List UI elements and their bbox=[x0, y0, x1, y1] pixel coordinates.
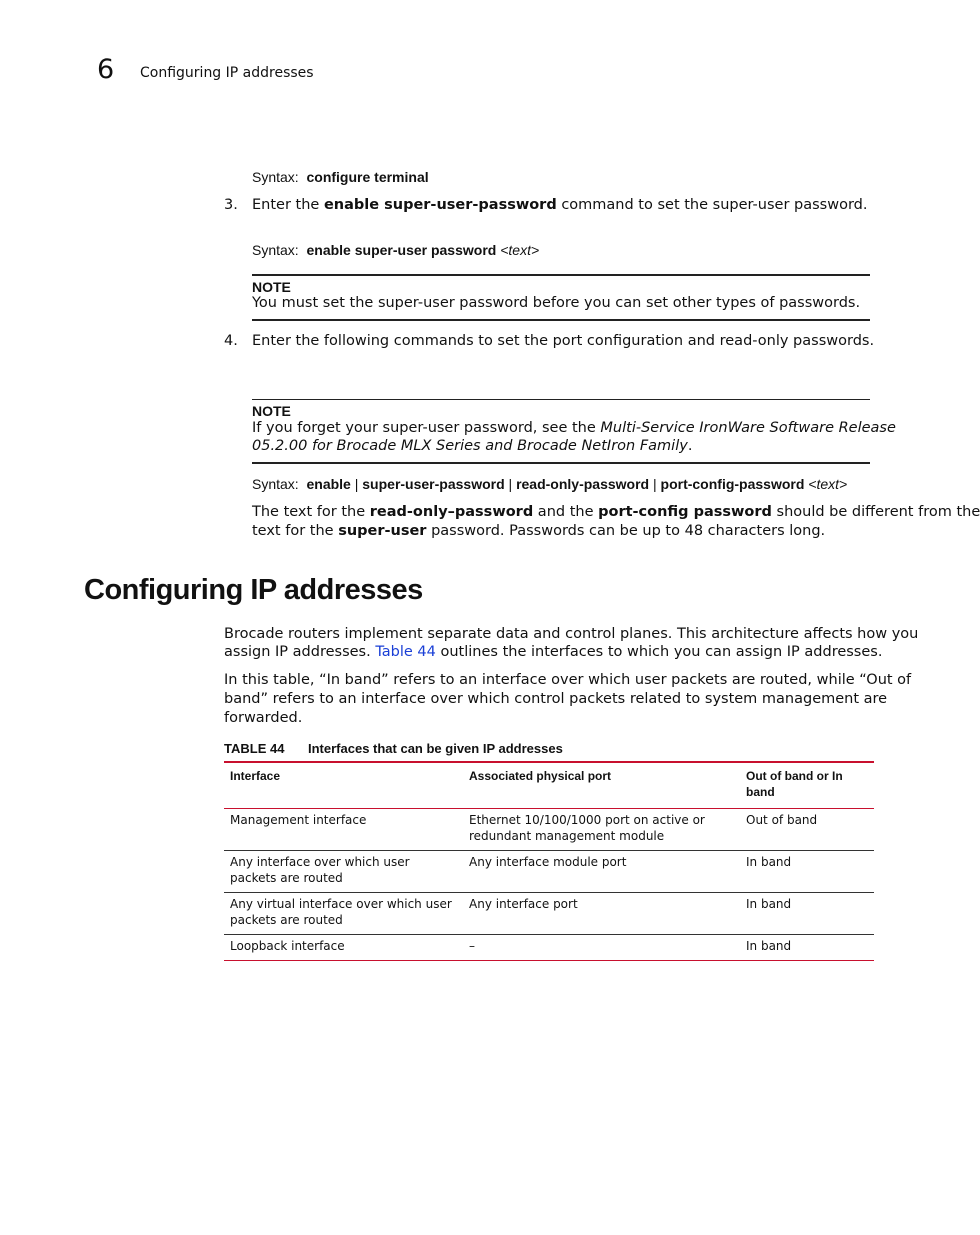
syntax-label: Syntax: bbox=[252, 476, 299, 492]
paragraph-line bbox=[252, 522, 825, 541]
syntax-separator: | bbox=[652, 476, 657, 492]
table-cell: Any interface module port bbox=[469, 855, 627, 869]
table-cell: In band bbox=[746, 939, 792, 953]
chapter-title: Configuring IP addresses bbox=[140, 65, 314, 81]
text: outlines the interfaces to which you can assign IP addresses. bbox=[435, 644, 883, 660]
note-label: NOTE bbox=[252, 403, 291, 419]
note-rule-top bbox=[252, 274, 870, 276]
column-header: Out of band or In band bbox=[746, 769, 843, 799]
syntax-label: Syntax: bbox=[252, 169, 299, 185]
chapter-number: 6 bbox=[97, 54, 115, 85]
note-text: You must set the super-user password before you can set other types of passwords. bbox=[252, 295, 861, 311]
syntax-separator: | bbox=[354, 476, 359, 492]
syntax-configure-terminal bbox=[252, 169, 429, 185]
table-cell: Any interface over which user packets are routed bbox=[230, 855, 410, 885]
paragraph-line bbox=[252, 503, 980, 522]
table-cell: Any interface port bbox=[469, 897, 578, 911]
table-cell: Out of band bbox=[746, 813, 818, 827]
table-cell: Management interface bbox=[230, 813, 367, 827]
keyword: read-only–password bbox=[369, 504, 534, 520]
syntax-command: enable super-user password bbox=[306, 242, 497, 258]
syntax-command: configure terminal bbox=[306, 169, 429, 185]
section-heading: Configuring IP addresses bbox=[84, 574, 423, 606]
note-rule-bottom bbox=[252, 319, 870, 321]
paragraph-line: In this table, “In band” refers to an interface over which user packets are routed, while “Out of bbox=[224, 672, 912, 688]
syntax-enable-super-user bbox=[252, 242, 539, 258]
table-label: TABLE 44 bbox=[224, 741, 285, 756]
step-text: Enter the bbox=[252, 197, 324, 213]
table-header-row bbox=[224, 762, 874, 809]
column-header: Associated physical port bbox=[469, 769, 612, 783]
syntax-enable-passwords bbox=[252, 476, 847, 492]
syntax-command: enable bbox=[306, 476, 351, 492]
text: text for the bbox=[252, 523, 339, 539]
table-row bbox=[224, 851, 874, 893]
note-rule-top bbox=[252, 399, 870, 400]
paragraph-line: forwarded. bbox=[224, 710, 303, 726]
note-text bbox=[252, 437, 692, 456]
note-text-part: If you forget your super-user password, see the bbox=[252, 420, 601, 436]
keyword: port-config password bbox=[598, 504, 772, 520]
doc-reference: Multi-Service IronWare Software Release bbox=[600, 420, 896, 436]
table-row bbox=[224, 893, 874, 935]
interfaces-table bbox=[224, 761, 874, 961]
step-text: command to set the super-user password. bbox=[556, 197, 868, 213]
table-row bbox=[224, 809, 874, 851]
doc-reference: 05.2.00 for Brocade MLX Series and Brocade NetIron Family bbox=[252, 438, 688, 454]
table-cell: In band bbox=[746, 855, 792, 869]
paragraph-line: Brocade routers implement separate data and control planes. This architecture affects how you bbox=[224, 626, 919, 642]
note-label: NOTE bbox=[252, 279, 291, 295]
syntax-separator: | bbox=[508, 476, 513, 492]
table-cell: Any virtual interface over which user packets are routed bbox=[230, 897, 452, 927]
note-text bbox=[252, 419, 896, 438]
table-cell: – bbox=[469, 939, 475, 953]
note-text-part: . bbox=[687, 438, 693, 454]
paragraph-line: band” refers to an interface over which control packets related to system management are bbox=[224, 691, 888, 707]
text: The text for the bbox=[252, 504, 370, 520]
syntax-command: super-user-password bbox=[362, 476, 505, 492]
column-header: Interface bbox=[230, 769, 281, 783]
text: and the bbox=[533, 504, 599, 520]
paragraph-line bbox=[224, 643, 882, 662]
step-number: 3. bbox=[224, 197, 238, 213]
text: assign IP addresses. bbox=[224, 644, 376, 660]
step-4-text: Enter the following commands to set the port configuration and read-only passwords. bbox=[252, 333, 875, 349]
table-cell: Loopback interface bbox=[230, 939, 345, 953]
syntax-param: <text> bbox=[808, 476, 848, 492]
command-name: enable super-user-password bbox=[323, 197, 557, 213]
syntax-label: Syntax: bbox=[252, 242, 299, 258]
keyword: super-user bbox=[338, 523, 427, 539]
syntax-command: port-config-password bbox=[660, 476, 805, 492]
text: should be different from the bbox=[771, 504, 980, 520]
table-caption: Interfaces that can be given IP addresses bbox=[308, 741, 563, 756]
table-row bbox=[224, 935, 874, 961]
table-44-link[interactable]: Table 44 bbox=[375, 644, 436, 660]
syntax-command: read-only-password bbox=[516, 476, 650, 492]
text: password. Passwords can be up to 48 characters long. bbox=[426, 523, 826, 539]
syntax-param: <text> bbox=[500, 242, 540, 258]
table-cell: In band bbox=[746, 897, 792, 911]
step-3-text bbox=[252, 197, 867, 213]
step-number: 4. bbox=[224, 333, 238, 349]
note-rule-bottom bbox=[252, 462, 870, 464]
table-cell: Ethernet 10/100/1000 port on active or redundant management module bbox=[469, 813, 705, 843]
